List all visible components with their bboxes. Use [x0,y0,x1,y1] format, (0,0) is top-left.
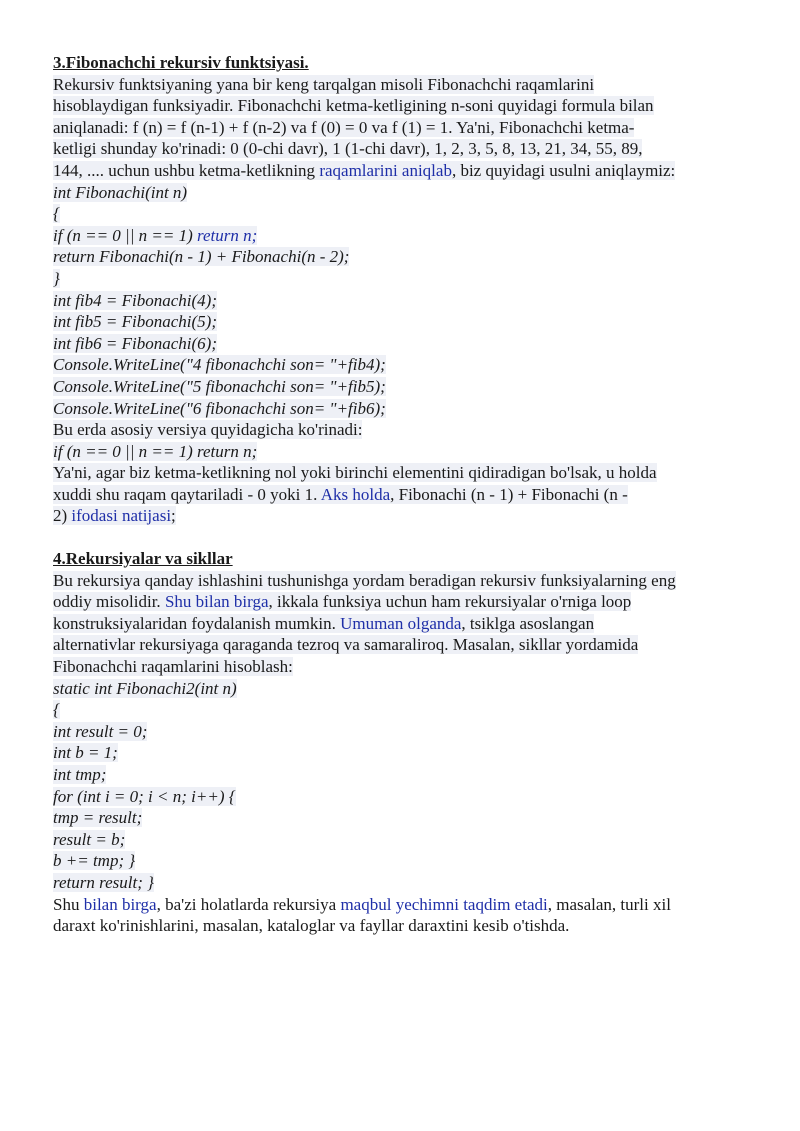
maqbul-yechimni-link[interactable]: maqbul yechimni taqdim etadi [340,894,548,914]
final-line-1: Shu bilan birga, ba'zi holatlarda rekursiya maqbul yechimni taqdim etadi, masalan, turli xil [53,894,671,914]
explain-line-3: 2) ifodasi natijasi; [53,506,176,526]
code-line: int b = 1; [53,743,118,763]
code-line: { [53,700,60,720]
code-line: int Fibonachi(int n) [53,182,188,202]
code-line: if (n == 0 || n == 1) return n; [53,225,258,245]
return-n-link[interactable]: return n; [197,225,258,245]
intro-line-2: hisoblaydigan funksiyadir. Fibonachchi ketma-ketligining n-soni quyidagi formula bilan [53,96,654,116]
document-page [53,52,753,937]
intro-line-5: 144, .... uchun ushbu ketma-ketlikning raqamlarini aniqlab, biz quyidagi usulni aniqlaymiz: [53,160,676,180]
code-line: int fib5 = Fibonachi(5); [53,312,217,332]
bilan-birga-link[interactable]: bilan birga [83,894,157,914]
ifodasi-natijasi-link[interactable]: ifodasi natijasi [71,506,172,526]
aks-holda-link[interactable]: Aks holda [320,484,391,504]
code-line: } [53,268,60,288]
base-code-line: if (n == 0 || n == 1) return n; [53,441,258,461]
code-line: result = b; [53,829,126,849]
code-line: Console.WriteLine("6 fibonachchi son= "+fib6); [53,398,386,418]
code-line: Console.WriteLine("4 fibonachchi son= "+fib4); [53,355,386,375]
umuman-olganda-link[interactable]: Umuman olganda [340,613,462,633]
intro-line-3: aniqlanadi: f (n) = f (n-1) + f (n-2) va f (0) = 0 va f (1) = 1. Ya'ni, Fibonachchi ketma- [53,117,635,137]
code-line: tmp = result; [53,808,143,828]
code-line: int tmp; [53,765,107,784]
code-line: int result = 0; [53,721,148,741]
code-line: static int Fibonachi2(int n) [53,678,237,698]
section-3-heading: 3.Fibonachchi rekursiv funktsiyasi. [53,53,309,72]
section-4-line-4: alternativlar rekursiyaga qaraganda tezroq va samaraliroq. Masalan, sikllar yordamida [53,635,639,655]
shu-bilan-birga-link[interactable]: Shu bilan birga [164,592,269,612]
intro-line-1: Rekursiv funktsiyaning yana bir keng tarqalgan misoli Fibonachchi raqamlarini [53,74,595,94]
code-line: return result; } [53,872,154,892]
fibonachi-code-block [53,182,753,420]
code-line: Console.WriteLine("5 fibonachchi son= "+fib5); [53,376,386,396]
section-4-line-2: oddiy misolidir. Shu bilan birga, ikkala funksiya uchun ham rekursiyalar o'rniga loop [53,592,632,612]
explain-line-2: xuddi shu raqam qaytariladi - 0 yoki 1. Aks holda, Fibonachi (n - 1) + Fibonachi (n - [53,484,628,504]
code-line: int fib4 = Fibonachi(4); [53,290,217,310]
code-line: b += tmp; } [53,851,136,871]
final-line-2: daraxt ko'rinishlarini, masalan, kataloglar va fayllar daraxtini kesib o'tishda. [53,916,570,936]
base-version-text: Bu erda asosiy versiya quyidagicha ko'rinadi: [53,420,363,440]
explain-line-1: Ya'ni, agar biz ketma-ketlikning nol yoki birinchi elementini qidiradigan bo'lsak, u holda [53,463,657,483]
intro-line-4: ketligi shunday ko'rinadi: 0 (0-chi davr), 1 (1-chi davr), 1, 2, 3, 5, 8, 13, 21, 34, 55, 89, [53,139,643,159]
section-4-heading: 4.Rekursiyalar va sikllar [53,549,233,569]
raqamlarini-aniqlab-link[interactable]: raqamlarini aniqlab [319,160,452,180]
code-line: { [53,204,60,224]
code-line: return Fibonachi(n - 1) + Fibonachi(n - 2); [53,247,350,267]
code-line: for (int i = 0; i < n; i++) { [53,786,236,806]
fibonachi2-code-block [53,678,753,894]
section-4-line-1: Bu rekursiya qanday ishlashini tushunishga yordam beradigan rekursiv funksiyalarning eng [53,570,676,590]
section-4-line-3: konstruksiyalaridan foydalanish mumkin. Umuman olganda, tsiklga asoslangan [53,613,595,633]
code-line: int fib6 = Fibonachi(6); [53,333,217,353]
section-4-line-5: Fibonachchi raqamlarini hisoblash: [53,657,293,677]
